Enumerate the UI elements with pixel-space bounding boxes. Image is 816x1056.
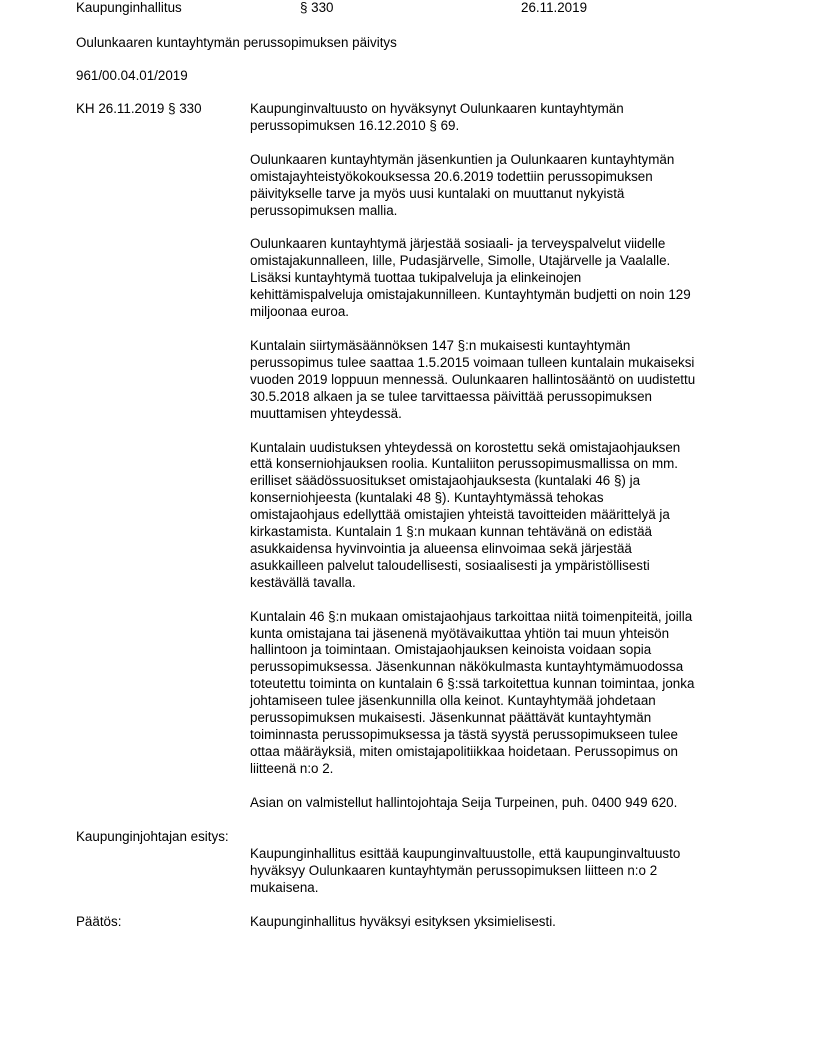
- text-line: liitteenä n:o 2.: [250, 760, 334, 776]
- text-line: Kuntalain uudistuksen yhteydessä on korostettu sekä omistajaohjauksen: [250, 439, 681, 455]
- text-line: muuttamisen yhteydessä.: [250, 405, 402, 421]
- header-date: 26.11.2019: [521, 0, 588, 15]
- text-line: Kaupunginvaltuusto on hyväksynyt Oulunkaaren kuntayhtymän: [250, 101, 624, 116]
- text-line: Kuntalain 46 §:n mukaan omistajaohjaus tarkoittaa niitä toimenpiteitä, joilla: [250, 608, 693, 624]
- record-number: 961/00.04.01/2019: [76, 68, 188, 83]
- text-line: päivitykselle tarve ja myös uusi kuntalaki on muuttanut nykyistä: [250, 185, 625, 201]
- text-line: kunta omistajana tai jäsenenä myötävaikuttaa yhtiön tai muun yhteisön: [250, 625, 670, 641]
- document-title: Oulunkaaren kuntayhtymän perussopimuksen päivitys: [76, 35, 397, 50]
- proposal-paragraph: [250, 846, 742, 897]
- text-line: omistajakunnalleen, Iille, Pudasjärvelle, Simolle, Utajärvelle ja Vaalalle.: [250, 253, 671, 269]
- proposal-label: Kaupunginjohtajan esitys:: [76, 829, 229, 844]
- text-line: asukkailleen palvelut taloudellisesti, sosiaalisesti ja ympäristöllisesti: [250, 557, 650, 573]
- text-line: erilliset säädössuositukset omistajaohjauksesta (kuntalaki 46 §) ja: [250, 473, 641, 489]
- text-line: omistajayhteistyökokouksessa 20.6.2019 todettiin perussopimuksen: [250, 168, 653, 184]
- text-line: Oulunkaaren kuntayhtymä järjestää sosiaali- ja terveyspalvelut viidelle: [250, 236, 666, 252]
- paragraph-update-need: [250, 152, 742, 220]
- text-line: toiminnasta perussopimuksessa ja tästä syystä perussopimukseen tulee: [250, 727, 678, 742]
- paragraph-section-46: [250, 609, 742, 778]
- paragraph-preparer: [250, 795, 742, 812]
- text-line: hallintoon ja toimintaan. Omistajaohjauksen keinoista voidaan sopia: [250, 642, 652, 658]
- text-line: perussopimuksen 16.12.2010 § 69.: [250, 117, 460, 133]
- paragraph-ownership-steering: [250, 440, 742, 592]
- text-line: asukkaidensa hyvinvointia ja alueensa elinvoimaa sekä järjestää: [250, 540, 632, 556]
- text-line: konserniohjeesta (kuntalaki 48 §). Kuntayhtymässä tehokas: [250, 490, 604, 506]
- decision-text: Kaupunginhallitus hyväksyi esityksen yksimielisesti.: [250, 914, 556, 929]
- text-line: vuoden 2019 loppuun mennessä. Oulunkaaren hallintosääntö on uudistettu: [250, 371, 696, 387]
- text-line: ottaa määräyksiä, miten omistajapolitiikkaa hoidetaan. Perussopimus on: [250, 743, 678, 759]
- paragraph-council-approval: [250, 101, 742, 135]
- text-line: mukaisena.: [250, 879, 319, 895]
- text-line: perussopimuksessa. Jäsenkunnan näkökulmasta kuntayhtymämuodossa: [250, 659, 684, 675]
- text-line: perussopimuksen mukaisesti. Jäsenkunnat päättävät kuntayhtymän: [250, 710, 652, 726]
- body-text: [250, 101, 742, 829]
- text-line: hyväksyy Oulunkaaren kuntayhtymän perussopimuksen liitteen n:o 2: [250, 862, 658, 878]
- text-line: 30.5.2018 alkaen ja se tulee tarvittaessa päivittää perussopimuksen: [250, 388, 652, 404]
- text-line: kirkastamista. Kuntalain 1 §:n mukaan kunnan tehtävänä on edistää: [250, 524, 652, 540]
- text-line: Kaupunginhallitus esittää kaupunginvaltuustolle, että kaupunginvaltuusto: [250, 846, 681, 861]
- text-line: Lisäksi kuntayhtymä tuottaa tukipalveluja ja elinkeinojen: [250, 270, 582, 286]
- paragraph-services: [250, 236, 742, 321]
- text-line: toteutettu toiminta on kuntalain 6 §:ssä tarkoitettua kunnan toimintaa, jonka: [250, 676, 695, 692]
- text-line: perussopimuksen mallia.: [250, 202, 398, 218]
- proposal-text: [250, 846, 742, 914]
- text-line: kehittämispalveluja omistajakunnilleen. Kuntayhtymän budjetti on noin 129: [250, 287, 691, 303]
- text-line: perussopimus tulee saattaa 1.5.2015 voimaan tulleen kuntalain mukaiseksi: [250, 354, 695, 370]
- text-line: omistajaohjaus edellyttää omistajien yhteistä tavoitteiden määrittelyä ja: [250, 507, 670, 523]
- text-line: Oulunkaaren kuntayhtymän jäsenkuntien ja Oulunkaaren kuntayhtymän: [250, 151, 675, 167]
- minutes-reference: KH 26.11.2019 § 330: [76, 101, 202, 116]
- text-line: että konserniohjauksen roolia. Kuntaliiton perussopimusmallissa on mm.: [250, 456, 678, 472]
- text-line: Kuntalain siirtymäsäännöksen 147 §:n mukaisesti kuntayhtymän: [250, 337, 631, 353]
- paragraph-transition: [250, 338, 742, 423]
- decision-label: Päätös:: [76, 914, 122, 929]
- text-line: kestävällä tavalla.: [250, 574, 356, 590]
- header-organ: Kaupunginhallitus: [76, 0, 182, 15]
- text-line: johtamiseen tulee jäsenkunnilla olla keinot. Kuntayhtymää johdetaan: [250, 693, 656, 709]
- text-line: Asian on valmistellut hallintojohtaja Seija Turpeinen, puh. 0400 949 620.: [250, 794, 678, 810]
- text-line: miljoonaa euroa.: [250, 304, 350, 320]
- header-section: § 330: [300, 0, 334, 15]
